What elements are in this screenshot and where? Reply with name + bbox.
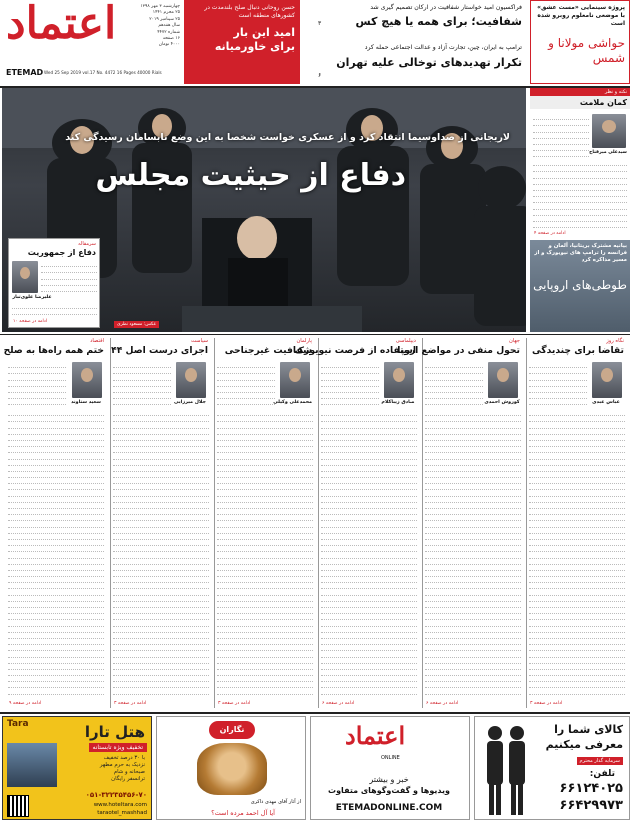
editorial-box[interactable] <box>8 238 100 328</box>
kicker-2: ترامپ به ایران، چین، تجارت آزاد و عدالت اجتماعی حمله کرد <box>364 44 522 51</box>
date-line: ۲۵ سپتامبر ۲۰۱۹ <box>149 16 180 22</box>
column-more[interactable]: ادامه در صفحه ۶ <box>322 701 355 706</box>
column-body <box>425 410 521 696</box>
promo-right-line-1: پروژه سینمایی «مست عشق» <box>537 4 625 11</box>
date-line: شماره ۴۴۷۲ <box>157 29 180 35</box>
article-column[interactable] <box>3 338 106 708</box>
ad-book-quote: آیا آل احمد مرده است؟ <box>211 809 275 817</box>
ad-advertise[interactable] <box>474 716 630 820</box>
top-headlines <box>304 0 526 84</box>
ad-hotel-line: نزدیک به حرم مطهر <box>99 762 145 768</box>
column-body <box>529 410 625 696</box>
editorial-more[interactable]: ادامه در صفحه ۱۰ <box>13 319 48 324</box>
column-author-photo <box>488 362 518 398</box>
ad-hotel-insta: taraotel_mashhad <box>97 810 147 816</box>
column-title[interactable]: شفافیت غیرجناحی <box>224 345 312 356</box>
column-author: محمدعلی وکیلی <box>273 400 312 405</box>
editorial-author-photo <box>12 261 38 293</box>
ads-divider <box>0 712 630 714</box>
ad-hotel-qr <box>7 795 29 817</box>
ad-hotel-line: صبحانه و شام <box>113 769 145 775</box>
sidebar-author-photo <box>592 114 626 148</box>
hero-kicker: لاریجانی از صداوسیما انتقاد کرد و از عسکری خواست شخصا به این وضع نابسامان رسیدگی کند <box>65 132 510 143</box>
column-section: دیپلماسی <box>395 338 416 344</box>
page-ref-2: ۶ <box>318 72 322 79</box>
ad-etemad-logo: اعتماد <box>345 721 406 750</box>
column-more[interactable]: ادامه در صفحه ۹ <box>9 701 42 706</box>
promo-right-big: حواشی مولانا و شمس <box>548 36 625 65</box>
promo-right-line-2: با موضعی نامعلوم روبرو شده است <box>537 12 625 27</box>
ad-book[interactable] <box>156 716 306 820</box>
column-author-photo <box>176 362 206 398</box>
column-author: جلال میرزایی <box>174 400 206 405</box>
column-author: صادق زیباکلام <box>381 400 415 405</box>
date-line: ۱۶ صفحه <box>162 36 180 42</box>
hero-headline[interactable]: دفاع از حیثیت مجلس <box>95 158 406 193</box>
column-body-top <box>529 362 587 406</box>
ad-advertise-phone-1: ۶۶۱۲۴۰۲۵ <box>559 781 623 796</box>
masthead-logo: اعتماد <box>6 0 117 49</box>
column-more[interactable]: ادامه در صفحه ۳ <box>218 701 251 706</box>
ad-hotel-title: هتل تارا <box>84 723 145 741</box>
section-divider <box>0 334 630 335</box>
editorial-title: دفاع از جمهوریت <box>27 248 96 257</box>
sidebar-title: کمان ملامت <box>530 96 630 109</box>
column-section: جهان <box>509 338 520 344</box>
column-author-photo <box>72 362 102 398</box>
promo-red-big-2: برای خاورمیانه <box>214 40 295 53</box>
ad-etemad-line1: خبر و بیشتر <box>369 775 409 784</box>
right-sidebar <box>530 88 630 332</box>
ad-etemad-tagline: ONLINE <box>381 755 400 761</box>
masthead-dates <box>128 4 180 49</box>
sidebar-section: نکته و نظر <box>530 88 630 96</box>
ad-hotel-photo <box>7 743 57 787</box>
column-section: پارلمان <box>296 338 312 344</box>
column-body <box>113 410 209 696</box>
column-body-top <box>425 362 483 406</box>
date-line: سال هفدهم <box>158 23 180 29</box>
column-title[interactable]: ختم همه راه‌ها به صلح <box>3 345 104 356</box>
promo-red-box[interactable] <box>184 0 300 84</box>
ad-advertise-phone-2: ۶۶۴۲۹۹۷۳ <box>559 798 623 813</box>
column-body <box>217 410 313 696</box>
sidebar-promo-kicker: بیانیه مشترک بریتانیا، آلمان و فرانسه را ترامپ های نیویورک و از مسیر مذاکره کرد <box>534 243 627 263</box>
column-more[interactable]: ادامه در صفحه ۳ <box>114 701 147 706</box>
page-ref-1: ۳ <box>318 20 322 27</box>
ad-advertise-red: سرمایه گذار محترم <box>577 757 623 765</box>
ad-etemad-url[interactable]: ETEMADONLINE.COM <box>335 803 443 813</box>
column-author: کوروش احمدی <box>484 400 520 405</box>
ad-book-logo: نگاران <box>209 721 255 739</box>
column-body-top <box>217 362 275 406</box>
column-title[interactable]: اجرای درست اصل ۴۴ <box>111 345 208 356</box>
ad-hotel-sub: تخفیف ویژه تابستانه <box>89 743 147 752</box>
column-more[interactable]: ادامه در صفحه ۳ <box>530 701 563 706</box>
ad-book-line1: از آثار آقای مهدی ذاکری <box>250 799 301 805</box>
ad-advertise-phone-label: تلفن: <box>589 769 615 779</box>
masthead-logo-block <box>0 0 125 64</box>
column-body-top <box>8 362 66 406</box>
ad-advertise-people <box>477 719 537 819</box>
sidebar-author: سیدعلی میرفتاح <box>589 150 627 155</box>
date-line: ۲۵ محرم ۱۴۴۱ <box>152 10 180 16</box>
article-column[interactable] <box>526 338 626 708</box>
ad-hotel-brand: Tara <box>7 719 29 729</box>
masthead-latin: ETEMAD <box>6 68 44 77</box>
ad-hotel[interactable] <box>2 716 152 820</box>
hero-photo-credit: عکس: مسعود نظری <box>114 321 159 328</box>
date-line: ۴۰۰۰ تومان <box>158 42 180 48</box>
sidebar-more[interactable]: ادامه در صفحه ۴ <box>534 231 566 236</box>
column-more[interactable]: ادامه در صفحه ۶ <box>426 701 459 706</box>
column-author: عباس عبدی <box>592 400 620 405</box>
sidebar-body-2 <box>533 160 627 230</box>
ad-book-face <box>197 743 267 795</box>
ad-hotel-line: با ۳۰ درصد تخفیف <box>103 755 145 761</box>
ad-hotel-web: www.hoteltara.com <box>93 802 147 808</box>
ad-etemad-line2: ویدیوها و گفت‌وگوهای متفاوت <box>328 786 450 795</box>
column-section: نگاه روز <box>606 338 624 344</box>
column-author-photo <box>384 362 414 398</box>
promo-right-box[interactable] <box>530 0 630 84</box>
headline-1[interactable]: شفافیت؛ برای همه یا هیچ کس <box>355 15 522 28</box>
masthead-issue-line: Wed 25 Sep 2019 vol.17 No. 4472 16 Pages 40000 Rials <box>44 70 162 75</box>
ad-hotel-line: ترانسفر رایگان <box>111 776 145 782</box>
editorial-author: علیرضا علوی‌تبار <box>12 295 52 300</box>
article-column[interactable] <box>214 338 314 708</box>
column-title[interactable]: تقاضا برای چندیدگی <box>531 345 624 356</box>
sidebar-promo-big: طوطی‌های اروپایی <box>533 278 627 292</box>
sidebar-body <box>533 114 589 158</box>
promo-red-big-1: امید این بار <box>233 26 295 39</box>
column-body <box>8 410 104 696</box>
ad-hotel-phone: ۰۵۱-۳۲۲۳۵۴۵۶-۷۰ <box>85 791 147 799</box>
column-title[interactable]: استفاده از فرصت نیویورک <box>294 345 416 356</box>
column-title[interactable]: تحول منفی در مواضع اروپا <box>397 345 520 356</box>
editorial-section: سرمقاله <box>78 241 96 247</box>
ad-hotel-lines <box>100 755 145 783</box>
kicker-1: فراکسیون امید خواستار شفافیت در ارکان تصمیم گیری شد <box>370 4 522 11</box>
article-column[interactable] <box>110 338 210 708</box>
column-author-photo <box>280 362 310 398</box>
date-line: چهارشنبه ۳ مهر ۱۳۹۸ <box>140 4 180 9</box>
ad-advertise-line2: معرفی میکنیم <box>545 738 623 751</box>
promo-red-small: حسن روحانی دنبال صلح بلندمدت در کشورهای منطقه است <box>204 4 295 19</box>
ad-etemad-online[interactable] <box>310 716 470 820</box>
editorial-body <box>41 261 97 293</box>
column-section: سیاست <box>191 338 208 344</box>
column-author-photo <box>592 362 622 398</box>
headline-2[interactable]: تکرار تهدیدهای توخالی علیه تهران <box>336 56 522 69</box>
column-body-top <box>321 362 379 406</box>
ad-advertise-line1: کالای شما را <box>554 723 623 736</box>
column-author: سعید ستاوند <box>71 400 101 405</box>
column-section: اقتصاد <box>90 338 104 344</box>
column-body-top <box>113 362 171 406</box>
column-body <box>321 410 417 696</box>
sidebar-promo[interactable] <box>530 240 630 332</box>
